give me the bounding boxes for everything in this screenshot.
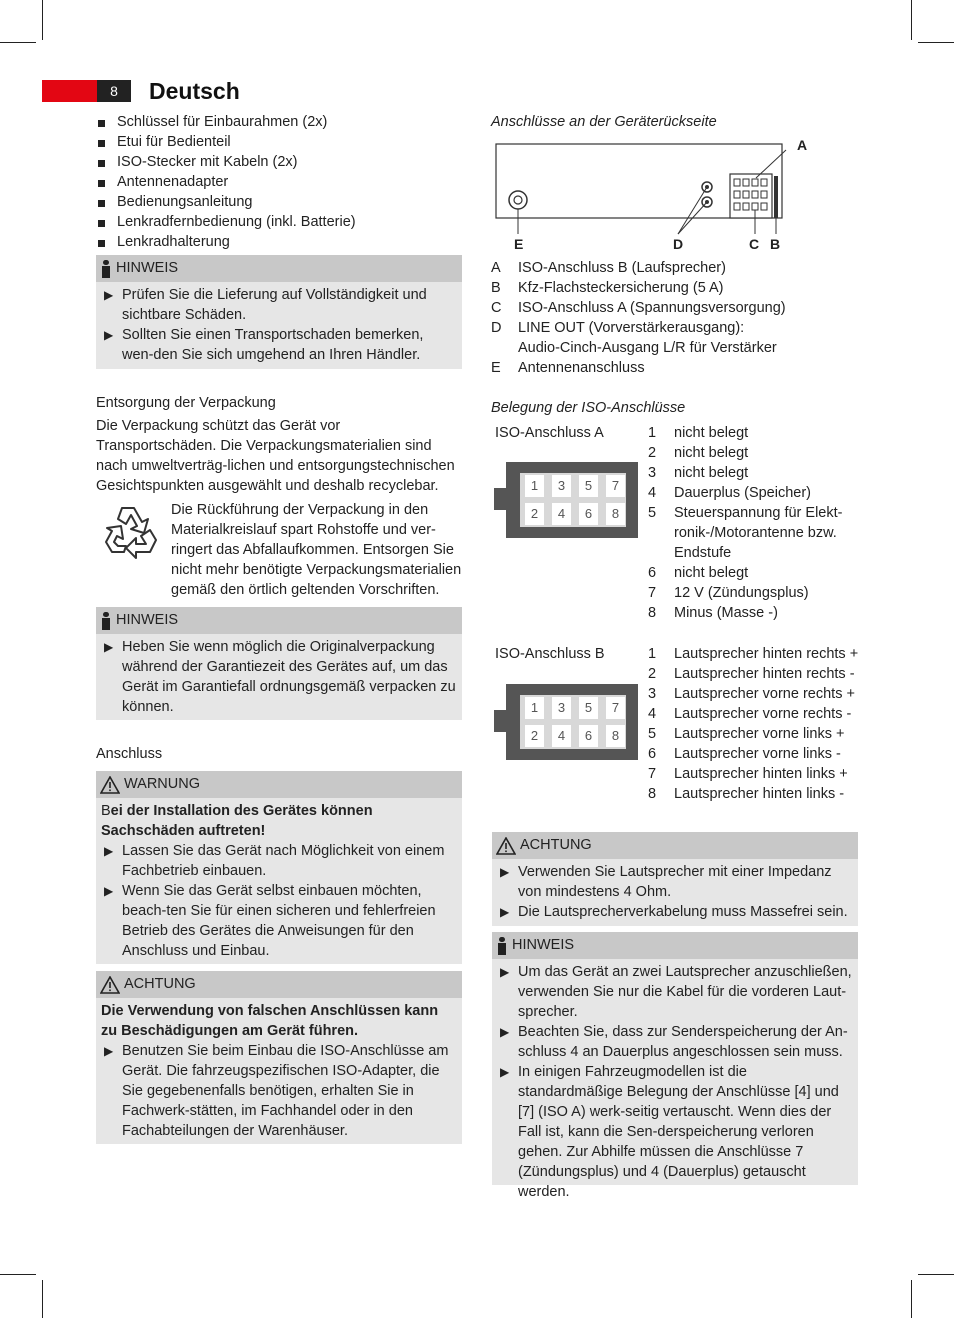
hinweis-box <box>492 932 858 1200</box>
pin-row <box>648 764 858 784</box>
info-icon <box>496 937 508 955</box>
section-title-entsorgung: Entsorgung der Verpackung <box>96 395 276 411</box>
pin-row <box>648 744 858 764</box>
pin-number: 5 <box>648 726 657 742</box>
warnung-title: WARNUNG <box>124 776 200 792</box>
pin: 8 <box>606 503 625 525</box>
pin: 5 <box>579 697 598 719</box>
pin-row <box>648 664 858 684</box>
pin-function: Lautsprecher vorne rechts + <box>674 686 855 702</box>
page-number: 8 <box>97 80 131 102</box>
pin-number: 1 <box>648 425 657 441</box>
page-title: Deutsch <box>149 78 240 104</box>
crop-mark <box>42 0 43 40</box>
info-icon <box>100 260 112 278</box>
achtung-title: ACHTUNG <box>124 976 196 992</box>
connector-tab <box>494 488 506 510</box>
pin-row <box>648 583 842 603</box>
package-contents-list <box>96 112 466 252</box>
note-item: ▶ Prüfen Sie die Lieferung auf Vollständigkeit und sichtbare Schäden. <box>104 285 457 325</box>
label-c: C <box>749 236 760 252</box>
pin-number: 6 <box>648 746 657 762</box>
pin-function: Lautsprecher vorne links - <box>674 746 841 762</box>
legend-text: Audio-Cinch-Ausgang L/R für Verstärker <box>518 340 777 356</box>
pin-row <box>648 724 858 744</box>
pin-number: 6 <box>648 565 657 581</box>
warning-item: ▶ Lassen Sie das Gerät nach Möglichkeit von einem Fachbetrieb einbauen. <box>104 841 457 881</box>
hinweis-title: HINWEIS <box>116 260 179 276</box>
section-title-anschluss: Anschluss <box>96 746 163 762</box>
crop-mark <box>918 1274 954 1275</box>
hinweis-title: HINWEIS <box>116 612 179 628</box>
achtung-title: ACHTUNG <box>520 837 592 853</box>
pin-function: Dauerplus (Speicher) <box>674 485 812 501</box>
list-item: Lenkradfernbedienung (inkl. Batterie) <box>96 212 466 232</box>
list-item: ISO-Stecker mit Kabeln (2x) <box>96 152 466 172</box>
pin: 4 <box>552 503 571 525</box>
iso-b-label: ISO-Anschluss B <box>495 646 605 662</box>
pin: 5 <box>579 475 598 497</box>
pin-function: Lautsprecher hinten links + <box>674 766 848 782</box>
header-accent-bar <box>42 80 97 102</box>
note-item: ▶ In einigen Fahrzeugmodellen ist die standardmäßige Belegung der Anschlüsse [4] und [7] (ISO A) werk-seitig vertauscht. Wenn dies der Fall ist, kann die Sen-derspeicherung verloren gehen. Zur Abhilfe müssen die Anschlüsse 7 (Zündungsplus) und 4 (Dauerplus) getauscht werden. <box>500 1062 853 1202</box>
list-item: Etui für Bedienteil <box>96 132 466 152</box>
pin-number: 3 <box>648 465 657 481</box>
legend-key: E <box>491 360 501 376</box>
legend-row <box>491 338 786 358</box>
pin: 6 <box>579 503 598 525</box>
pin-function: 12 V (Zündungsplus) <box>674 585 809 601</box>
pin-number: 5 <box>648 505 657 521</box>
caution-item: ▶ Benutzen Sie beim Einbau die ISO-Anschlüsse am Gerät. Die fahrzeugspezifischen ISO-Adapter, die Sie gegebenenfalls benötigen, erhalten Sie in Fachwerk-stätten, im Fachhandel oder in den Fachabteilungen der Warenhäuser. <box>104 1041 457 1141</box>
entsorgung-text: Die Verpackung schützt das Gerät vor Transportschäden. Die Verpackungsmaterialien sind nach umweltverträg-lichen und entsorgungstechnischen Gesichtspunkten ausgewählt und deshalb recyclebar. <box>96 418 455 494</box>
label-d: D <box>673 236 684 252</box>
connections-legend <box>491 258 786 378</box>
pin-number: 4 <box>648 706 657 722</box>
pin-number: 7 <box>648 585 657 601</box>
pin-number: 3 <box>648 686 657 702</box>
pin-function: nicht belegt <box>674 465 749 481</box>
pin-function: Lautsprecher hinten rechts - <box>674 666 855 682</box>
legend-key: B <box>491 280 501 296</box>
achtung-header <box>96 971 462 998</box>
warning-item: ▶ Wenn Sie das Gerät selbst einbauen möchten, beach-ten Sie für einen sicheren und fehlerfreien Betrieb des Gerätes die Anweisungen für den Anschluss und Einbau. <box>104 881 457 961</box>
iso-a-label: ISO-Anschluss A <box>495 425 604 441</box>
recycle-icon <box>100 500 164 560</box>
pin-row <box>648 644 858 664</box>
crop-mark <box>42 1280 43 1318</box>
pin-number: 2 <box>648 666 657 682</box>
pin-row <box>648 523 842 543</box>
warnung-box <box>96 771 462 964</box>
legend-key: D <box>491 320 502 336</box>
pin-function: Lautsprecher hinten rechts + <box>674 646 859 662</box>
pin-row <box>648 684 858 704</box>
pin-number: 2 <box>648 445 657 461</box>
pin: 7 <box>606 697 625 719</box>
list-item: Antennenadapter <box>96 172 466 192</box>
legend-key: C <box>491 300 502 316</box>
connector-face <box>520 473 626 527</box>
rear-panel-diagram <box>490 136 820 256</box>
warning-icon <box>100 976 120 994</box>
pin-row <box>648 503 842 523</box>
note-item: ▶ Sollten Sie einen Transportschaden bemerken, wen-den Sie sich umgehend an Ihren Händler. <box>104 325 457 365</box>
warning-icon <box>100 776 120 794</box>
pin-function: nicht belegt <box>674 565 749 581</box>
pin-function: Minus (Masse -) <box>674 605 778 621</box>
legend-row <box>491 318 786 338</box>
legend-row <box>491 298 786 318</box>
crop-mark <box>911 1280 912 1318</box>
iso-a-connector <box>506 462 638 538</box>
pin: 8 <box>606 725 625 747</box>
warnung-lead-rest: ei der Installation des Gerätes können Sachschäden auftreten! <box>101 803 373 839</box>
achtung-header <box>492 832 858 859</box>
list-item: Schlüssel für Einbaurahmen (2x) <box>96 112 466 132</box>
note-item: ▶ Um das Gerät an zwei Lautsprecher anzuschließen, verwenden Sie nur die Kabel für die vorderen Laut-sprecher. <box>500 962 853 1022</box>
note-item: ▶ Heben Sie wenn möglich die Originalverpackung während der Garantiezeit des Gerätes auf, um das Gerät im Garantiefall ordnungsgemäß verpacken zu können. <box>104 637 457 717</box>
pin-row <box>648 543 842 563</box>
hinweis-box <box>96 607 462 720</box>
pin-number: 4 <box>648 485 657 501</box>
crop-mark <box>0 42 36 43</box>
pin-row <box>648 463 842 483</box>
pin-function: Steuerspannung für Elekt- <box>674 505 843 521</box>
hinweis-header <box>492 932 858 959</box>
warnung-lead <box>101 801 457 841</box>
warnung-header <box>96 771 462 798</box>
info-icon <box>100 612 112 630</box>
label-e: E <box>514 236 524 252</box>
hinweis-title: HINWEIS <box>512 937 575 953</box>
iso-assignment-title: Belegung der ISO-Anschlüsse <box>491 400 686 416</box>
pin-row <box>648 784 858 804</box>
pin-number: 8 <box>648 786 657 802</box>
pin: 1 <box>525 475 544 497</box>
achtung-box <box>492 832 858 926</box>
pin-number <box>648 543 674 563</box>
hinweis-header <box>96 607 462 634</box>
pin: 3 <box>552 475 571 497</box>
pin-row <box>648 443 842 463</box>
legend-row <box>491 278 786 298</box>
connector-tab <box>494 710 506 732</box>
pin-function: nicht belegt <box>674 445 749 461</box>
achtung-lead: Die Verwendung von falschen Anschlüssen kann zu Beschädigungen am Gerät führen. <box>101 1003 439 1039</box>
crop-mark <box>918 42 954 43</box>
pin: 2 <box>525 725 544 747</box>
crop-mark <box>911 0 912 40</box>
pin-number: 7 <box>648 766 657 782</box>
achtung-box <box>96 971 462 1144</box>
iso-b-connector <box>506 684 638 760</box>
label-a: A <box>797 137 808 153</box>
legend-row <box>491 258 786 278</box>
list-item: Lenkradhalterung <box>96 232 466 252</box>
list-item: Bedienungsanleitung <box>96 192 466 212</box>
pin-row <box>648 603 842 623</box>
pin-function: ronik-/Motorantenne bzw. <box>674 525 837 541</box>
note-item: ▶ Beachten Sie, dass zur Senderspeicherung der An-schluss 4 an Dauerplus angeschlossen sein muss. <box>500 1022 853 1062</box>
pin-function: Endstufe <box>674 545 732 561</box>
legend-row <box>491 358 786 378</box>
pin: 2 <box>525 503 544 525</box>
pin-number: 1 <box>648 646 657 662</box>
caution-item: ▶ Verwenden Sie Lautsprecher mit einer Impedanz von mindestens 4 Ohm. <box>500 862 853 902</box>
legend-key <box>491 338 518 358</box>
legend-key: A <box>491 260 501 276</box>
iso-a-pin-list <box>648 423 842 623</box>
pin-function: Lautsprecher vorne rechts - <box>674 706 852 722</box>
legend-text: Antennenanschluss <box>518 360 645 376</box>
crop-mark <box>0 1274 36 1275</box>
warning-icon <box>496 837 516 855</box>
pin-row <box>648 563 842 583</box>
pin: 7 <box>606 475 625 497</box>
pin-function: Lautsprecher vorne links + <box>674 726 845 742</box>
legend-text: LINE OUT (Vorverstärkerausgang): <box>518 320 745 336</box>
pin-number <box>648 523 674 543</box>
rear-connections-title: Anschlüsse an der Geräterückseite <box>491 114 717 130</box>
warnung-lead-prefix: B <box>101 803 111 819</box>
pin: 3 <box>552 697 571 719</box>
legend-text: ISO-Anschluss B (Laufsprecher) <box>518 260 726 276</box>
caution-item: ▶ Die Lautsprecherverkabelung muss Massefrei sein. <box>500 902 853 922</box>
pin-function: nicht belegt <box>674 425 749 441</box>
iso-b-pin-list <box>648 644 858 804</box>
pin-row <box>648 483 842 503</box>
legend-text: ISO-Anschluss A (Spannungsversorgung) <box>518 300 786 316</box>
pin-function: Lautsprecher hinten links - <box>674 786 845 802</box>
hinweis-box <box>96 255 462 369</box>
pin-row <box>648 423 842 443</box>
hinweis-header <box>96 255 462 282</box>
pin: 1 <box>525 697 544 719</box>
pin-row <box>648 704 858 724</box>
pin: 6 <box>579 725 598 747</box>
pin-number: 8 <box>648 605 657 621</box>
connector-face <box>520 695 626 749</box>
label-b: B <box>770 236 781 252</box>
legend-text: Kfz-Flachsteckersicherung (5 A) <box>518 280 724 296</box>
recycle-text: Die Rückführung der Verpackung in den Materialkreislauf spart Rohstoffe und ver-ringert das Abfallaufkommen. Entsorgen Sie nicht mehr benötigte Verpackungsmaterialien gemäß den örtlich geltenden Vorschriften. <box>171 502 462 598</box>
pin: 4 <box>552 725 571 747</box>
